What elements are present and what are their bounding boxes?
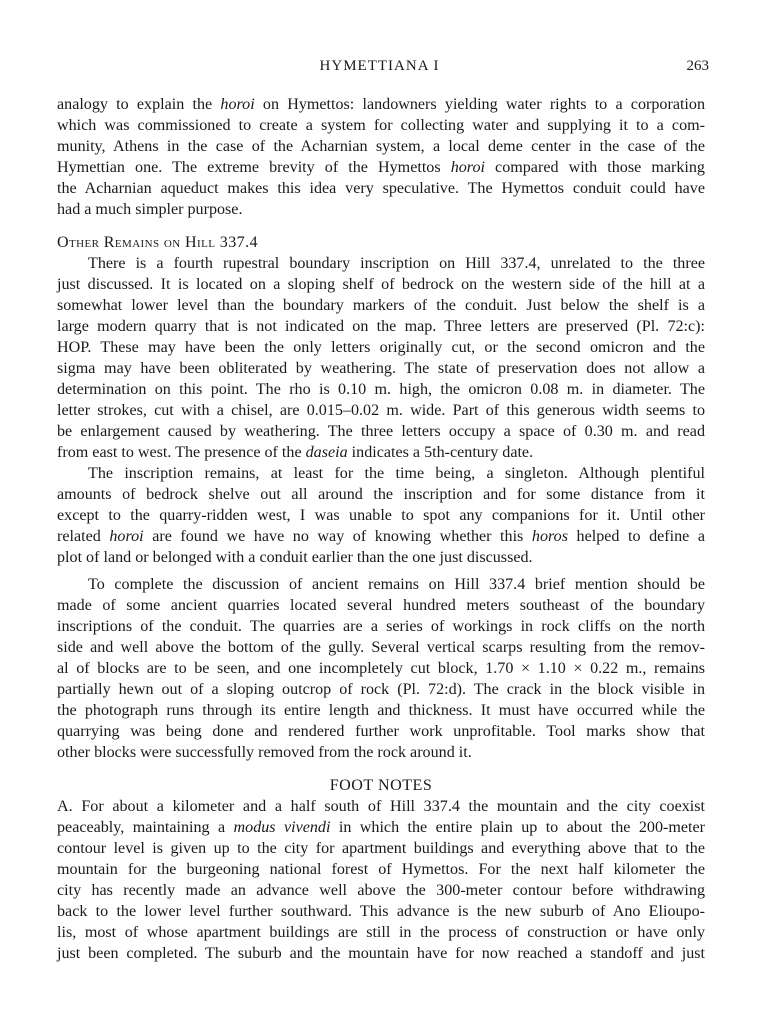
running-title: HYMETTIANA I: [319, 58, 440, 74]
section-heading: Other Remains on Hill 337.4: [57, 234, 258, 251]
text-line: mountain for the burgeoning national forest of Hymettos. For the next half kilometer the: [57, 861, 705, 878]
text-line: al of blocks are to be seen, and one incompletely cut block, 1.70 × 1.10 × 0.22 m., remains: [57, 660, 705, 677]
text-line: quarrying was being done and rendered further work unprofitable. Tool marks show that: [57, 723, 705, 740]
text-line: sigma may have been obliterated by weathering. The state of preservation does not allow a: [57, 360, 705, 377]
text-line: had a much simpler purpose.: [57, 201, 243, 218]
text-line: There is a fourth rupestral boundary inscription on Hill 337.4, unrelated to the three: [88, 255, 705, 272]
text-line: just been completed. The suburb and the mountain have for now reached a standoff and just: [57, 945, 705, 962]
text-line: except to the quarry-ridden west, I was unable to spot any companions for it. Until other: [57, 507, 705, 524]
text-line: munity, Athens in the case of the Acharnian system, a local deme center in the case of the: [57, 138, 705, 155]
paragraph-horoi-analogy: [57, 94, 705, 220]
footnotes-heading: FOOT NOTES: [329, 777, 433, 794]
text-line: determination on this point. The rho is 0.10 m. high, the omicron 0.08 m. in diameter. The: [57, 381, 705, 398]
paragraph-singleton: [57, 463, 705, 568]
text-line: To complete the discussion of ancient remains on Hill 337.4 brief mention should be: [88, 576, 705, 593]
text-line: from east to west. The presence of the daseia indicates a 5th-century date.: [57, 444, 534, 461]
text-line: The inscription remains, at least for the time being, a singleton. Although plentiful: [88, 465, 705, 482]
text-line: analogy to explain the horoi on Hymettos: landowners yielding water rights to a corporation: [57, 96, 705, 113]
text-line: peaceably, maintaining a modus vivendi in which the entire plain up to about the 200-meter: [57, 819, 705, 836]
text-line: city has recently made an advance well above the 300-meter contour before withdrawing: [57, 882, 705, 899]
text-line: the Acharnian aqueduct makes this idea very speculative. The Hymettos conduit could have: [57, 180, 705, 197]
text-line: lis, most of whose apartment buildings are still in the process of construction or have only: [57, 924, 705, 941]
text-line: just discussed. It is located on a sloping shelf of bedrock on the western side of the hill at a: [57, 276, 705, 293]
paragraph-quarries: [57, 574, 705, 763]
footnote-a: [57, 796, 705, 964]
page-number: 263: [686, 58, 709, 74]
text-line: back to the lower level further southward. This advance is the new suburb of Ano Elioupo-: [57, 903, 705, 920]
text-line: related horoi are found we have no way of knowing whether this horos helped to define a: [57, 528, 705, 545]
text-line: which was commissioned to create a system for collecting water and supplying it to a com-: [57, 117, 705, 134]
text-line: letter strokes, cut with a chisel, are 0.015–0.02 m. wide. Part of this generous width seems to: [57, 402, 705, 419]
text-line: amounts of bedrock shelve out all around the inscription and for some distance from it: [57, 486, 705, 503]
text-line: inscriptions of the conduit. The quarries are a series of workings in rock cliffs on the north: [57, 618, 705, 635]
text-line: side and well above the bottom of the gully. Several vertical scarps resulting from the remov-: [57, 639, 705, 656]
text-line: HOP. These may have been the only letters originally cut, or the second omicron and the: [57, 339, 705, 356]
text-line: plot of land or belonged with a conduit earlier than the one just discussed.: [57, 549, 533, 566]
text-line: contour level is given up to the city for apartment buildings and everything above that to the: [57, 840, 705, 857]
paragraph-fourth-inscription: [57, 253, 705, 463]
text-line: Hymettian one. The extreme brevity of the Hymettos horoi compared with those marking: [57, 159, 705, 176]
text-line: other blocks were successfully removed from the rock around it.: [57, 744, 472, 761]
body-text: [57, 94, 705, 964]
text-line: the photograph runs through its entire length and thickness. It must have occurred while the: [57, 702, 705, 719]
text-line: somewhat lower level than the boundary markers of the conduit. Just below the shelf is a: [57, 297, 705, 314]
text-line: be enlargement caused by weathering. The three letters occupy a space of 0.30 m. and read: [57, 423, 705, 440]
text-line: A. For about a kilometer and a half south of Hill 337.4 the mountain and the city coexist: [57, 798, 705, 815]
text-line: made of some ancient quarries located several hundred meters southeast of the boundary: [57, 597, 705, 614]
text-line: partially hewn out of a sloping outcrop of rock (Pl. 72:d). The crack in the block visible in: [57, 681, 705, 698]
text-line: large modern quarry that is not indicated on the map. Three letters are preserved (Pl. 72:c):: [57, 318, 705, 335]
